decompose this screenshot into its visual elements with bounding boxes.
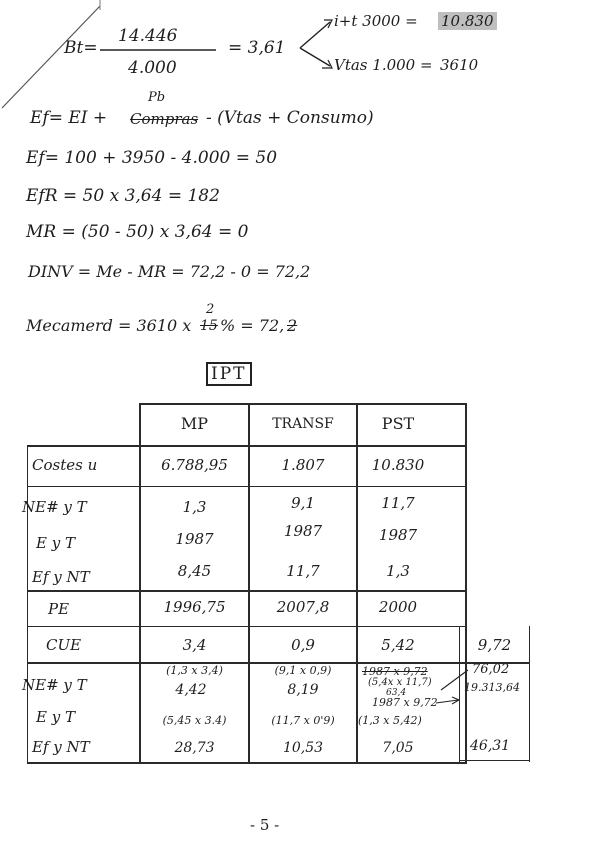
bottom-pst-1: (5,4x x 11,7) — [368, 677, 432, 688]
bottom-pst-3: 1987 x 9,72 — [372, 696, 438, 709]
bottom-transf-4: 10,53 — [282, 740, 324, 756]
cell-ef-transf: 11,7 — [286, 562, 320, 580]
header-transf: TRANSF — [272, 416, 334, 432]
merma-superscript: 2 — [206, 302, 215, 317]
ef-calc: Ef= 100 + 3950 - 4.000 = 50 — [26, 148, 278, 168]
bottom-transf-2: 8,19 — [287, 682, 319, 698]
header-pst: PST — [381, 414, 415, 433]
cell-ne-pst: 11,7 — [381, 494, 415, 512]
row-label-cue: CUE — [46, 636, 82, 654]
cell-ef-pst: 1,3 — [386, 562, 410, 580]
header-mp: MP — [180, 414, 209, 433]
branch-arrow-up — [300, 22, 330, 48]
branch-top-value: 10.830 — [438, 12, 497, 30]
cell-costes-mp: 6.788,95 — [161, 456, 228, 474]
cell-costes-pst: 10.830 — [371, 456, 425, 474]
bt-numerator: 14.446 — [118, 26, 178, 46]
row-label-ef: Ef y NT — [32, 568, 90, 586]
cell-cue-extra: 9,72 — [477, 636, 512, 654]
cell-pe-transf: 2007,8 — [276, 598, 330, 616]
cell-pe-mp: 1996,75 — [163, 598, 226, 616]
efr-line: EfR = 50 x 3,64 = 182 — [26, 186, 220, 206]
cell-e-pst: 1987 — [378, 526, 418, 544]
ef-struck: Compras — [130, 110, 199, 128]
table-title: IPT — [206, 362, 252, 386]
branch-arrow-down — [300, 48, 330, 66]
bt-result: = 3,61 — [228, 38, 286, 58]
cell-pe-pst: 2000 — [378, 598, 418, 616]
row-label-ne: NE# y T — [22, 498, 87, 516]
branch-bottom-label: Vtas 1.000 = — [334, 56, 433, 74]
cell-cue-pst: 5,42 — [381, 636, 415, 654]
cell-costes-transf: 1.807 — [281, 456, 325, 474]
bottom-extra-3: 46,31 — [470, 738, 511, 754]
bottom-extra-2: 19.313,64 — [464, 681, 520, 694]
bottom-transf-1: (9,1 x 0,9) — [274, 664, 332, 677]
bottom-transf-3: (11,7 x 0'9) — [271, 714, 335, 727]
ef-suffix: - (Vtas + Consumo) — [206, 108, 374, 128]
bt-denominator: 4.000 — [128, 58, 177, 78]
branch-bottom-value: 3610 — [440, 56, 479, 74]
bottom-mp-2: 4,42 — [175, 682, 207, 698]
cell-ne-mp: 1,3 — [182, 498, 207, 516]
branch-top-label: i+t 3000 = — [334, 12, 418, 30]
bottom-pst-struck: 1987 x 9,72 — [362, 665, 428, 678]
bottom-pst-4: (1,3 x 5,42) — [358, 714, 422, 727]
cell-cue-mp: 3,4 — [182, 636, 207, 654]
cell-e-transf: 1987 — [283, 522, 323, 540]
merma-after: % = 72, — [220, 316, 285, 335]
row-label-pe: PE — [48, 600, 70, 618]
bottom-label-e: E y T — [36, 708, 75, 726]
bottom-pst-5: 7,05 — [382, 740, 414, 756]
bottom-mp-1: (1,3 x 3,4) — [166, 664, 223, 677]
bottom-extra-1: 76,02 — [472, 662, 510, 677]
cell-e-mp: 1987 — [175, 530, 214, 548]
bottom-mp-4: 28,73 — [174, 740, 215, 756]
ef-prefix: Ef= EI + — [30, 108, 108, 128]
cell-ne-transf: 9,1 — [291, 494, 315, 512]
dinv-line: DINV = Me - MR = 72,2 - 0 = 72,2 — [28, 262, 311, 281]
cell-cue-transf: 0,9 — [291, 636, 315, 654]
bottom-label-ne: NE# y T — [22, 676, 87, 694]
merma-struck: 15 — [200, 318, 218, 334]
row-label-costes: Costes u — [32, 456, 98, 474]
merma-text: Mecamerd = 3610 x — [26, 316, 192, 335]
bottom-mp-3: (5,45 x 3.4) — [162, 714, 227, 727]
ef-annotation: Pb — [148, 90, 166, 105]
bt-label: Bt= — [64, 38, 98, 58]
page-number: - 5 - — [250, 816, 280, 834]
row-label-e: E y T — [36, 534, 75, 552]
bottom-label-ef: Ef y NT — [32, 738, 90, 756]
bottom-pst-2: 63,4 — [386, 688, 407, 698]
cell-ef-mp: 8,45 — [177, 562, 212, 580]
mr-line: MR = (50 - 50) x 3,64 = 0 — [26, 222, 249, 242]
merma-tail: 2 — [287, 316, 298, 335]
